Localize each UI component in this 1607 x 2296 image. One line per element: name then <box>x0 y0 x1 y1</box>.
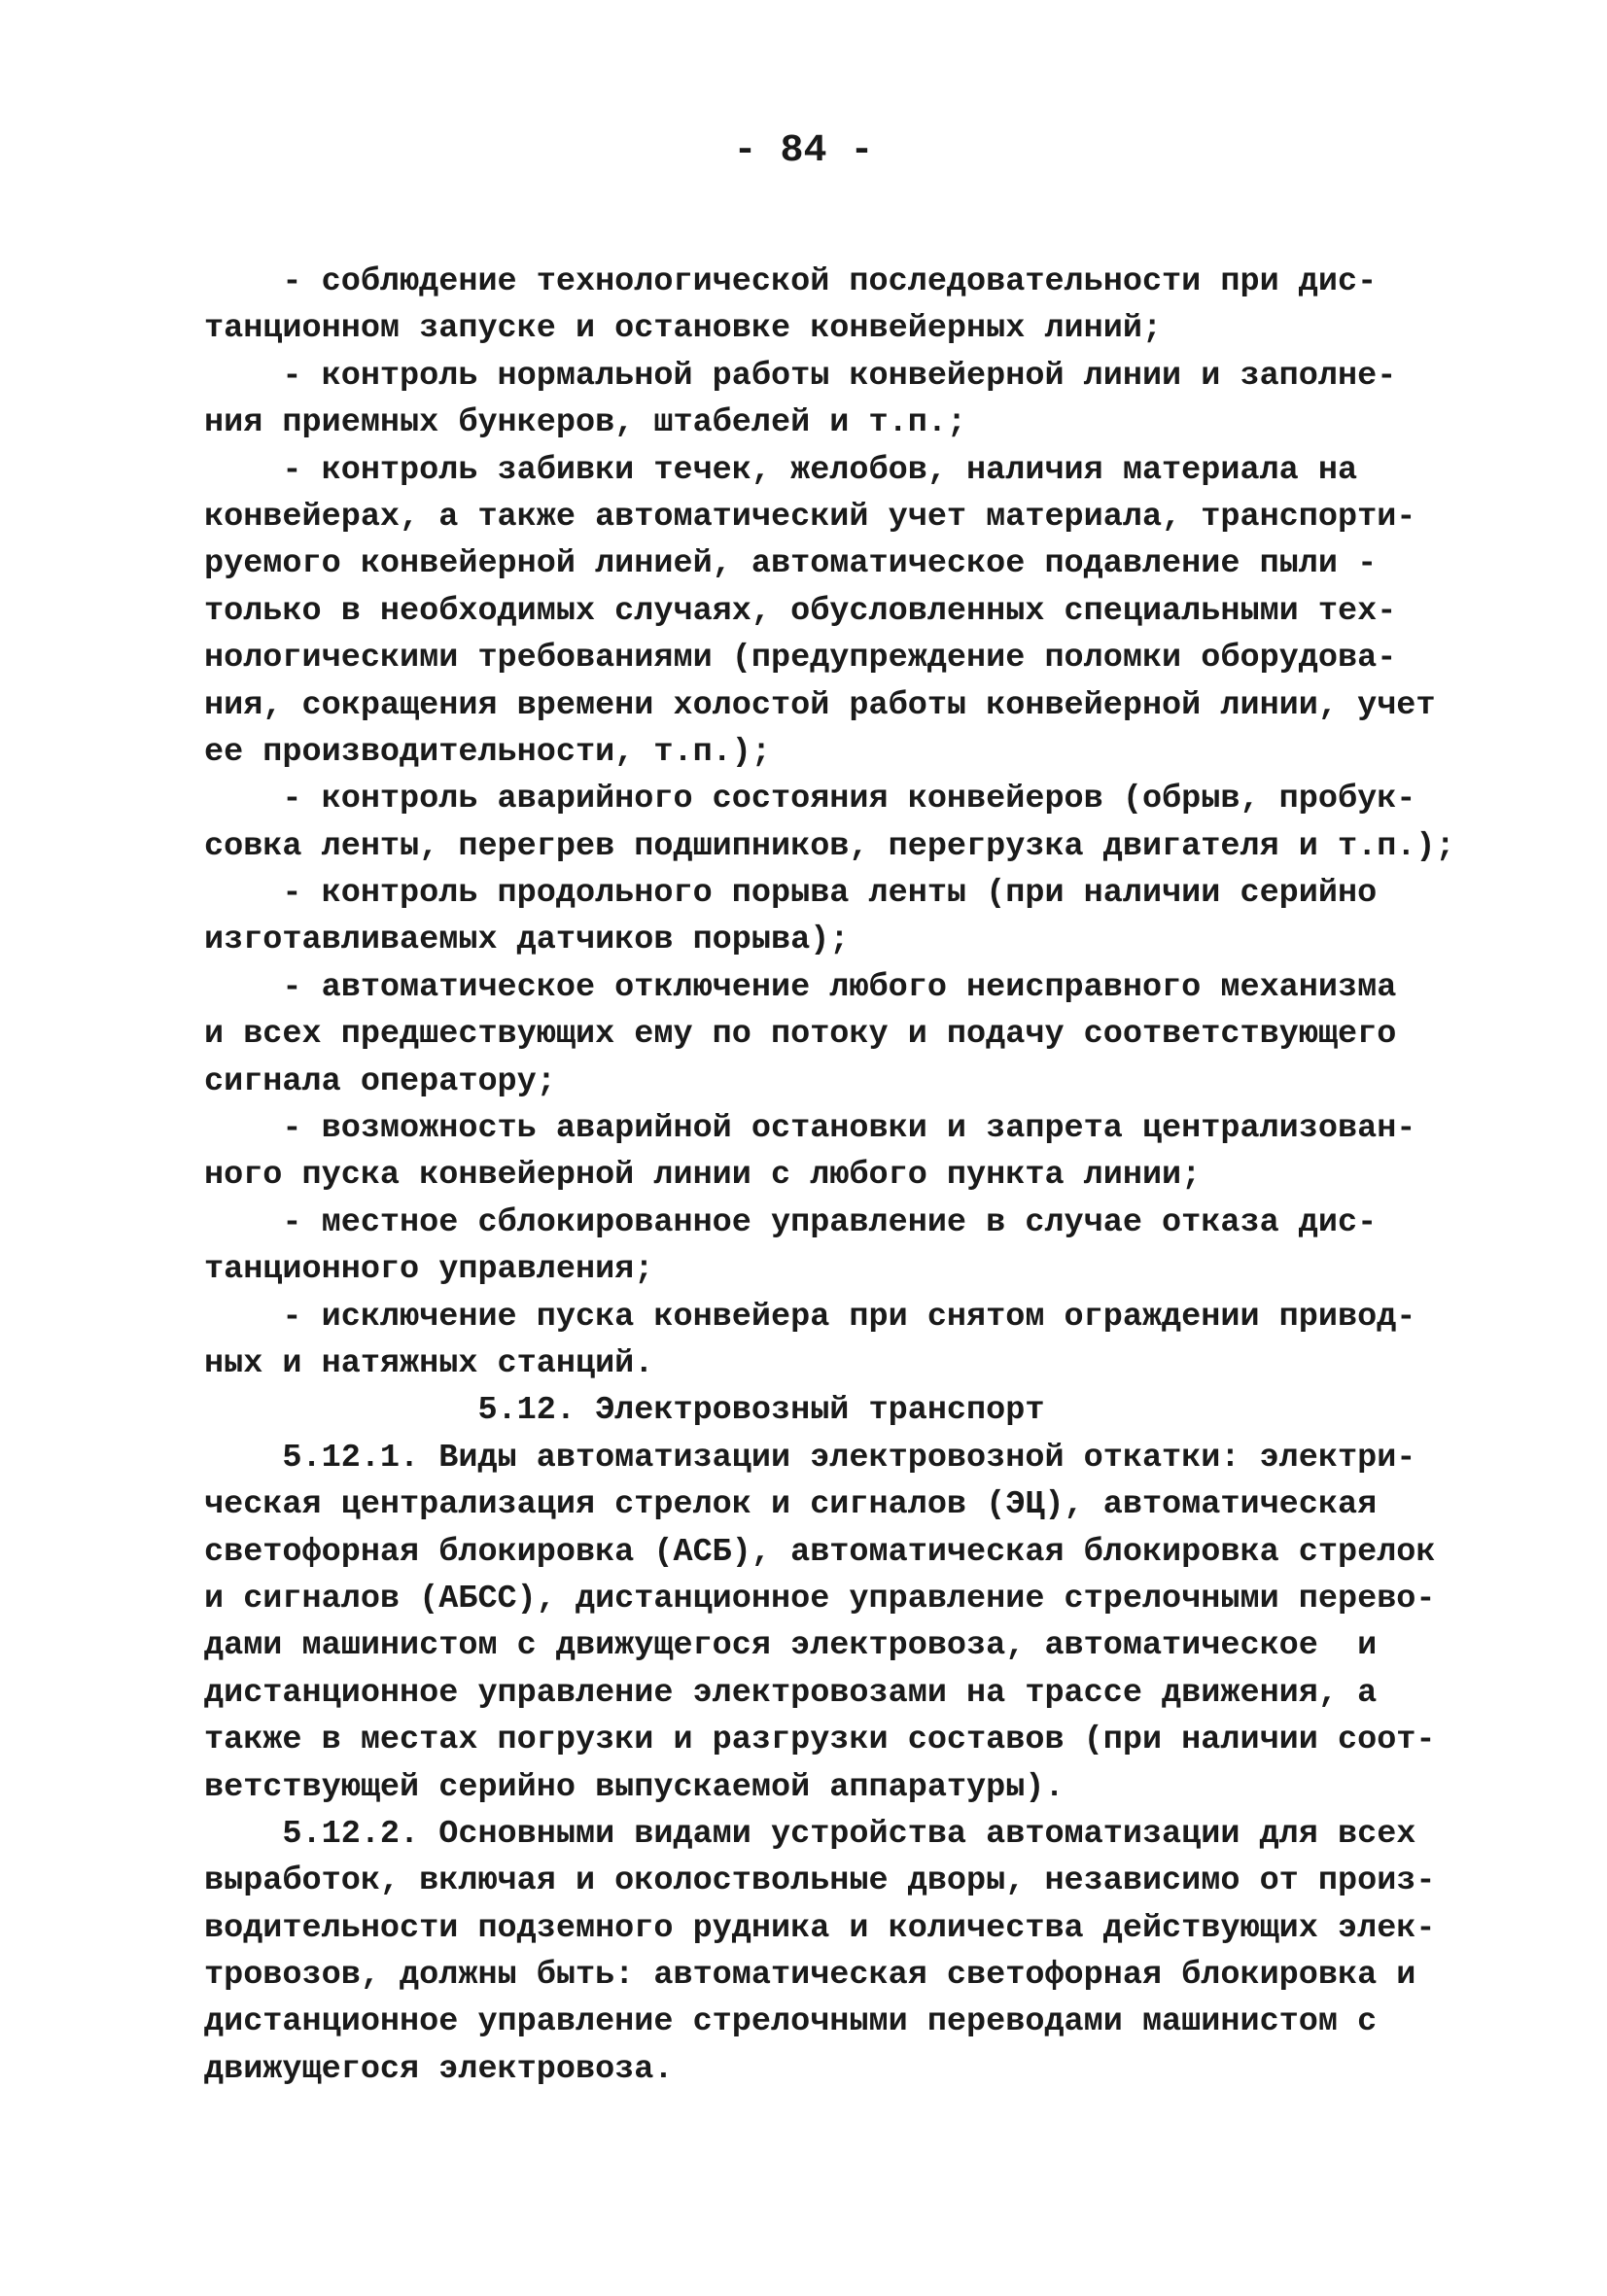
text-line: изготавливаемых датчиков порыва); <box>204 922 850 959</box>
text-line: - исключение пуска конвейера при снятом ограждении привод- <box>204 1298 1416 1336</box>
text-line: движущегося электровоза. <box>204 2050 674 2088</box>
text-line: ных и натяжных станций. <box>204 1344 654 1382</box>
text-line: - местное сблокированное управление в случае отказа дис- <box>204 1203 1378 1241</box>
text-line: совка ленты, перегрев подшипников, перегрузка двигателя и т.п.); <box>204 827 1455 865</box>
text-line: руемого конвейерной линией, автоматическое подавление пыли - <box>204 545 1378 583</box>
text-line: нологическими требованиями (предупреждение поломки оборудова- <box>204 640 1397 678</box>
text-line: и сигналов (АБСС), дистанционное управление стрелочными перево- <box>204 1580 1436 1618</box>
section-heading: 5.12. Электровозный транспорт <box>204 1392 1045 1430</box>
text-line: 5.12.1. Виды автоматизации электровозной откатки: электри- <box>204 1439 1416 1477</box>
text-line: выработок, включая и околоствольные дворы, независимо от произ- <box>204 1862 1436 1900</box>
body-text <box>204 259 1455 2093</box>
text-line: ного пуска конвейерной линии с любого пункта линии; <box>204 1157 1202 1195</box>
text-line: - контроль продольного порыва ленты (при наличии серийно <box>204 875 1378 913</box>
page-number: - 84 - <box>733 129 874 173</box>
text-line: ее производительности, т.п.); <box>204 733 771 771</box>
text-line: только в необходимых случаях, обусловленных специальными тех- <box>204 592 1397 630</box>
text-line: светофорная блокировка (АСБ), автоматическая блокировка стрелок <box>204 1533 1436 1571</box>
text-line: водительности подземного рудника и количества действующих элек- <box>204 1909 1436 1947</box>
text-line: дистанционное управление стрелочными переводами машинистом с <box>204 2003 1378 2041</box>
text-line: танционного управления; <box>204 1251 654 1289</box>
text-line: - контроль аварийного состояния конвейеров (обрыв, пробук- <box>204 781 1416 818</box>
text-line: ческая централизация стрелок и сигналов (ЭЦ), автоматическая <box>204 1486 1378 1524</box>
text-line: танционном запуске и остановке конвейерных линий; <box>204 310 1163 348</box>
text-line: 5.12.2. Основными видами устройства автоматизации для всех <box>204 1815 1416 1853</box>
text-line: дами машинистом с движущегося электровоза, автоматическое и <box>204 1627 1378 1665</box>
text-line: и всех предшествующих ему по потоку и подачу соответствующего <box>204 1016 1397 1054</box>
text-line: конвейерах, а также автоматический учет материала, транспорти- <box>204 498 1416 536</box>
text-line: - автоматическое отключение любого неисправного механизма <box>204 968 1397 1006</box>
text-line: тровозов, должны быть: автоматическая светофорная блокировка и <box>204 1957 1416 1995</box>
text-line: - контроль забивки течек, желобов, наличия материала на <box>204 451 1358 489</box>
text-line: ния приемных бункеров, штабелей и т.п.; <box>204 404 967 442</box>
text-line: - контроль нормальной работы конвейерной линии и заполне- <box>204 357 1397 395</box>
text-line: - соблюдение технологической последовательности при дис- <box>204 263 1378 300</box>
text-line: сигнала оператору; <box>204 1062 556 1100</box>
text-line: ветствующей серийно выпускаемой аппаратуры). <box>204 1768 1065 1806</box>
text-line: - возможность аварийной остановки и запрета централизован- <box>204 1110 1416 1148</box>
text-line: также в местах погрузки и разгрузки составов (при наличии соот- <box>204 1722 1436 1759</box>
text-line: ния, сокращения времени холостой работы конвейерной линии, учет <box>204 686 1436 724</box>
text-line: дистанционное управление электровозами на трассе движения, а <box>204 1674 1378 1712</box>
